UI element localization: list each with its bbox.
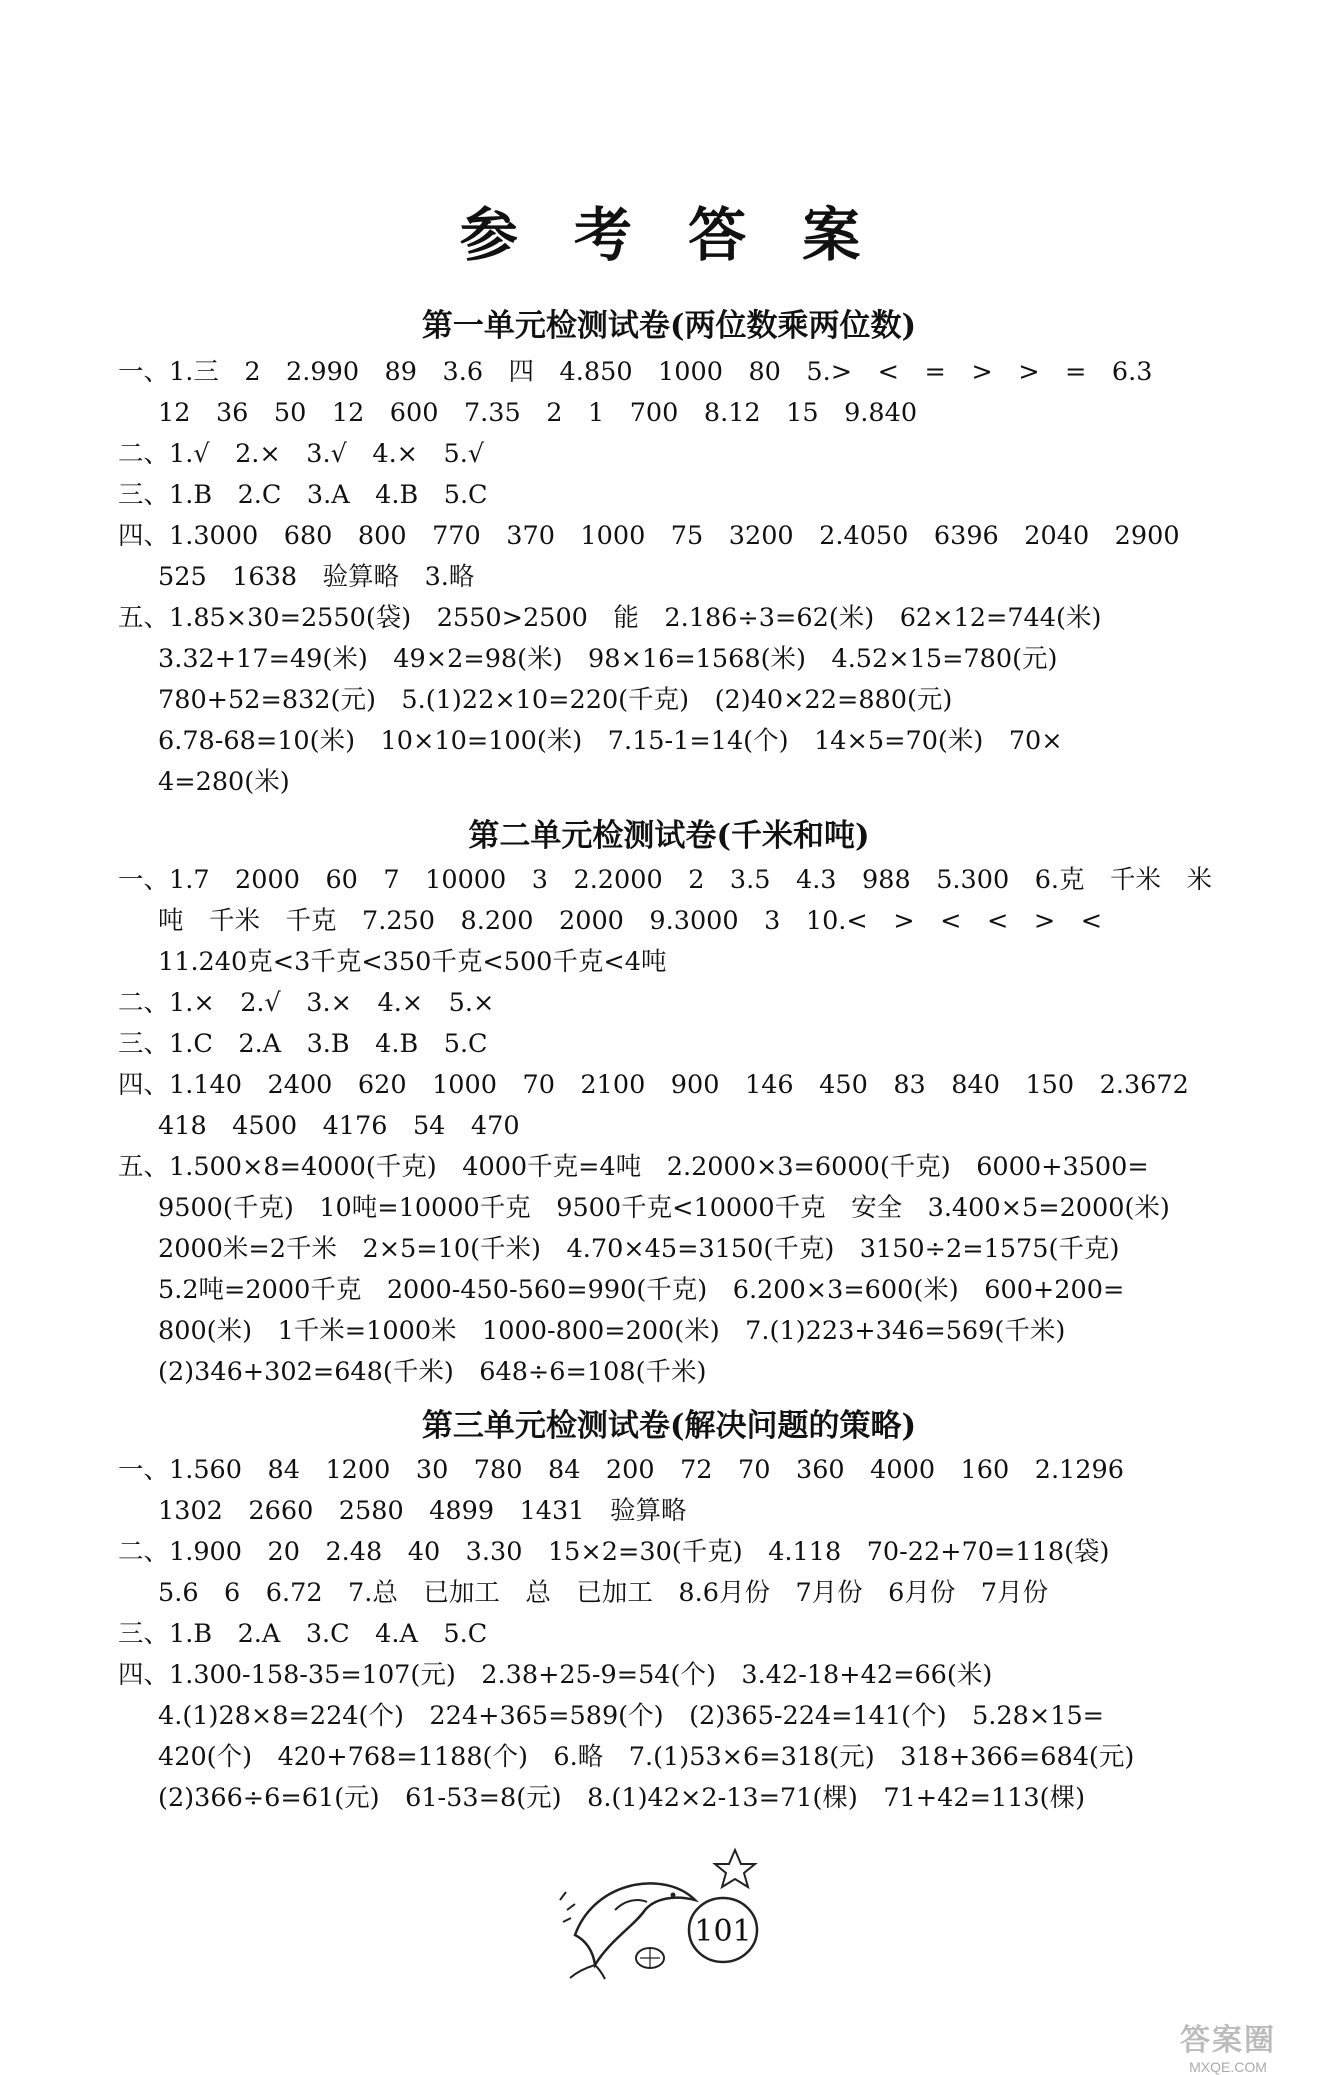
unit-heading: 第二单元检测试卷(千米和吨) [468, 818, 870, 854]
answer-line: 5.2吨=2000千克 2000-450-560=990(千克) 6.200×3=600(米) 600+200= [158, 1275, 1125, 1305]
answer-line: 5.6 6 6.72 7.总 已加工 总 已加工 8.6月份 7月份 6月份 7月份 [158, 1578, 1049, 1608]
answer-line: 4=280(米) [158, 767, 290, 797]
answer-line: 12 36 50 12 600 7.35 2 1 700 8.12 15 9.840 [158, 398, 918, 428]
dolphin-mascot-icon [555, 1840, 775, 1980]
answer-line: 525 1638 验算略 3.略 [158, 562, 475, 592]
answer-line: 四、1.300-158-35=107(元) 2.38+25-9=54(个) 3.42-18+42=66(米) [118, 1660, 993, 1690]
answer-line: 4.(1)28×8=224(个) 224+365=589(个) (2)365-224=141(个) 5.28×15= [158, 1701, 1105, 1731]
answer-line: 三、1.B 2.A 3.C 4.A 5.C [118, 1619, 488, 1649]
answer-line: (2)346+302=648(千米) 648÷6=108(千米) [158, 1357, 707, 1387]
answer-line: 一、1.三 2 2.990 89 3.6 四 4.850 1000 80 5.> < = > > = 6.3 [118, 357, 1153, 387]
watermark-logo [1180, 2015, 1276, 2075]
watermark-logo-text: 答案圈 [1180, 2024, 1276, 2057]
answer-line: 五、1.85×30=2550(袋) 2550>2500 能 2.186÷3=62(米) 62×12=744(米) [118, 603, 1102, 633]
answer-line: (2)366÷6=61(元) 61-53=8(元) 8.(1)42×2-13=71(棵) 71+42=113(棵) [158, 1783, 1086, 1813]
answer-line: 三、1.C 2.A 3.B 4.B 5.C [118, 1029, 488, 1059]
answer-line: 11.240克<3千克<350千克<500千克<4吨 [158, 947, 667, 977]
answer-line: 三、1.B 2.C 3.A 4.B 5.C [118, 480, 488, 510]
page-number: 101 [694, 1914, 752, 1949]
unit-heading: 第三单元检测试卷(解决问题的策略) [421, 1408, 917, 1444]
answer-line: 1302 2660 2580 4899 1431 验算略 [158, 1496, 687, 1526]
unit-heading: 第一单元检测试卷(两位数乘两位数) [421, 308, 917, 344]
answer-line: 二、1.× 2.√ 3.× 4.× 5.× [118, 988, 495, 1018]
answer-line: 四、1.3000 680 800 770 370 1000 75 3200 2.4050 6396 2040 2900 [118, 521, 1180, 551]
answer-line: 418 4500 4176 54 470 [158, 1111, 520, 1141]
answer-line: 6.78-68=10(米) 10×10=100(米) 7.15-1=14(个) 14×5=70(米) 70× [158, 726, 1063, 756]
answer-line: 四、1.140 2400 620 1000 70 2100 900 146 450 83 840 150 2.3672 [118, 1070, 1189, 1100]
answer-line: 420(个) 420+768=1188(个) 6.略 7.(1)53×6=318(元) 318+366=684(元) [158, 1742, 1135, 1772]
answer-line: 吨 千米 千克 7.250 8.200 2000 9.3000 3 10.< > < < > < [158, 906, 1103, 936]
watermark-url: MXQE.COM [1189, 2059, 1267, 2075]
answer-line: 五、1.500×8=4000(千克) 4000千克=4吨 2.2000×3=6000(千克) 6000+3500= [118, 1152, 1149, 1182]
answer-line: 二、1.√ 2.× 3.√ 4.× 5.√ [118, 439, 485, 469]
answer-line: 3.32+17=49(米) 49×2=98(米) 98×16=1568(米) 4.52×15=780(元) [158, 644, 1058, 674]
answer-line: 800(米) 1千米=1000米 1000-800=200(米) 7.(1)223+346=569(千米) [158, 1316, 1066, 1346]
answer-line: 2000米=2千米 2×5=10(千米) 4.70×45=3150(千克) 3150÷2=1575(千克) [158, 1234, 1120, 1264]
answer-line: 9500(千克) 10吨=10000千克 9500千克<10000千克 安全 3.400×5=2000(米) [158, 1193, 1170, 1223]
answer-line: 二、1.900 20 2.48 40 3.30 15×2=30(千克) 4.118 70-22+70=118(袋) [118, 1537, 1110, 1567]
page-title: 参 考 答 案 [459, 201, 879, 269]
answer-line: 一、1.560 84 1200 30 780 84 200 72 70 360 4000 160 2.1296 [118, 1455, 1124, 1485]
answer-line: 780+52=832(元) 5.(1)22×10=220(千克) (2)40×22=880(元) [158, 685, 953, 715]
answer-line: 一、1.7 2000 60 7 10000 3 2.2000 2 3.5 4.3 988 5.300 6.克 千米 米 [118, 865, 1213, 895]
